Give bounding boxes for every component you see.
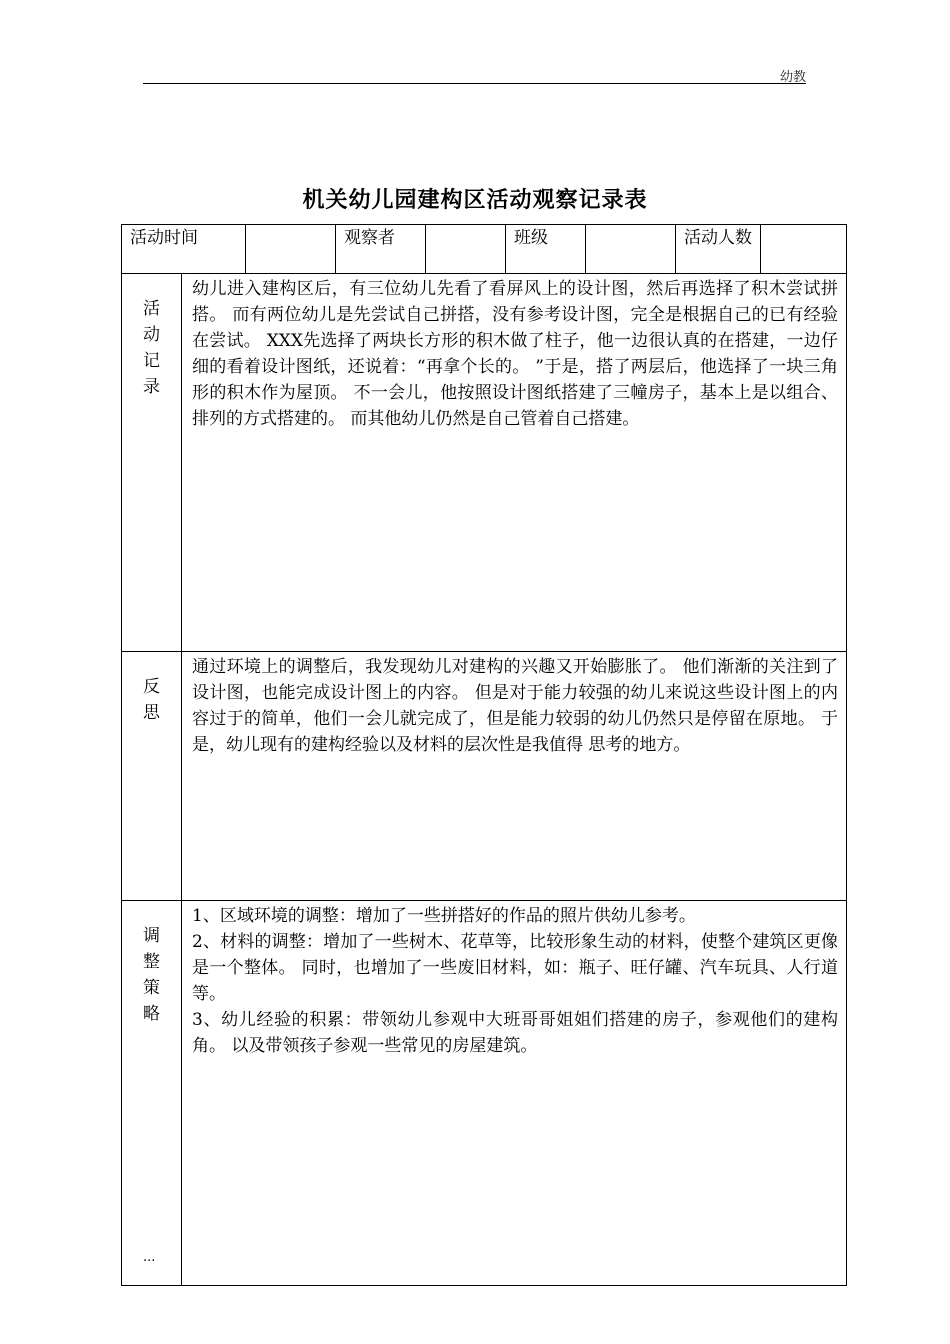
header-rule [143, 83, 806, 84]
page-title: 机关幼儿园建构区活动观察记录表 [302, 188, 648, 213]
participant-count-value[interactable] [761, 225, 847, 274]
section-label-activity-record: 活 动 记 录 [122, 274, 182, 652]
class-label: 班级 [506, 225, 586, 274]
info-row [122, 225, 847, 274]
activity-time-label: 活动时间 [122, 225, 246, 274]
observation-table [121, 224, 847, 1286]
activity-record-content: 幼儿进入建构区后，有三位幼儿先看了看屏风上的设计图，然后再选择了积木尝试拼搭。 而有两位幼儿是先尝试自己拼搭，没有参考设计图，完全是根据自己的已有经验在尝试。 XXX先选择了两块长方形的积木做了柱子，他一边很认真的在搭建，一边仔细的看着设计图纸，还说着：“再拿个长的。 ”于是，搭了两层后，他选择了一块三角形的积木作为屋顶。 不一会儿，他按照设计图纸搭建了三幢房子，基本上是以组合、排列的方式搭建的。 而其他幼儿仍然是自己管着自己搭建。 [182, 274, 847, 652]
section-label-reflection: 反 思 [122, 652, 182, 901]
section-activity-record [122, 274, 847, 652]
section-label-adjustment-strategy: 调 整 策 略 [122, 901, 182, 1286]
class-value[interactable] [586, 225, 676, 274]
section-adjustment-strategy [122, 901, 847, 1286]
header-label: 幼教 [779, 70, 806, 85]
adjustment-strategy-content: 1、区域环境的调整：增加了一些拼搭好的作品的照片供幼儿参考。 2、材料的调整：增加了一些树木、花草等，比较形象生动的材料，使整个建筑区更像是一个整体。 同时，也增加了一些废旧材料，如：瓶子、旺仔罐、汽车玩具、人行道等。 3、幼儿经验的积累：带领幼儿参观中大班哥哥姐姐们搭建的房子，参观他们的建构角。 以及带领孩子参观一些常见的房屋建筑。 [182, 901, 847, 1286]
activity-time-value[interactable] [246, 225, 336, 274]
footer-dots: ... [143, 1250, 156, 1265]
reflection-content: 通过环境上的调整后，我发现幼儿对建构的兴趣又开始膨胀了。 他们渐渐的关注到了设计图，也能完成设计图上的内容。 但是对于能力较强的幼儿来说这些设计图上的内容过于的简单，他们一会儿就完成了，但是能力较弱的幼儿仍然只是停留在原地。 于是，幼儿现有的建构经验以及材料的层次性是我值得 思考的地方。 [182, 652, 847, 901]
participant-count-label: 活动人数 [676, 225, 761, 274]
observer-label: 观察者 [336, 225, 426, 274]
section-reflection [122, 652, 847, 901]
observer-value[interactable] [426, 225, 506, 274]
